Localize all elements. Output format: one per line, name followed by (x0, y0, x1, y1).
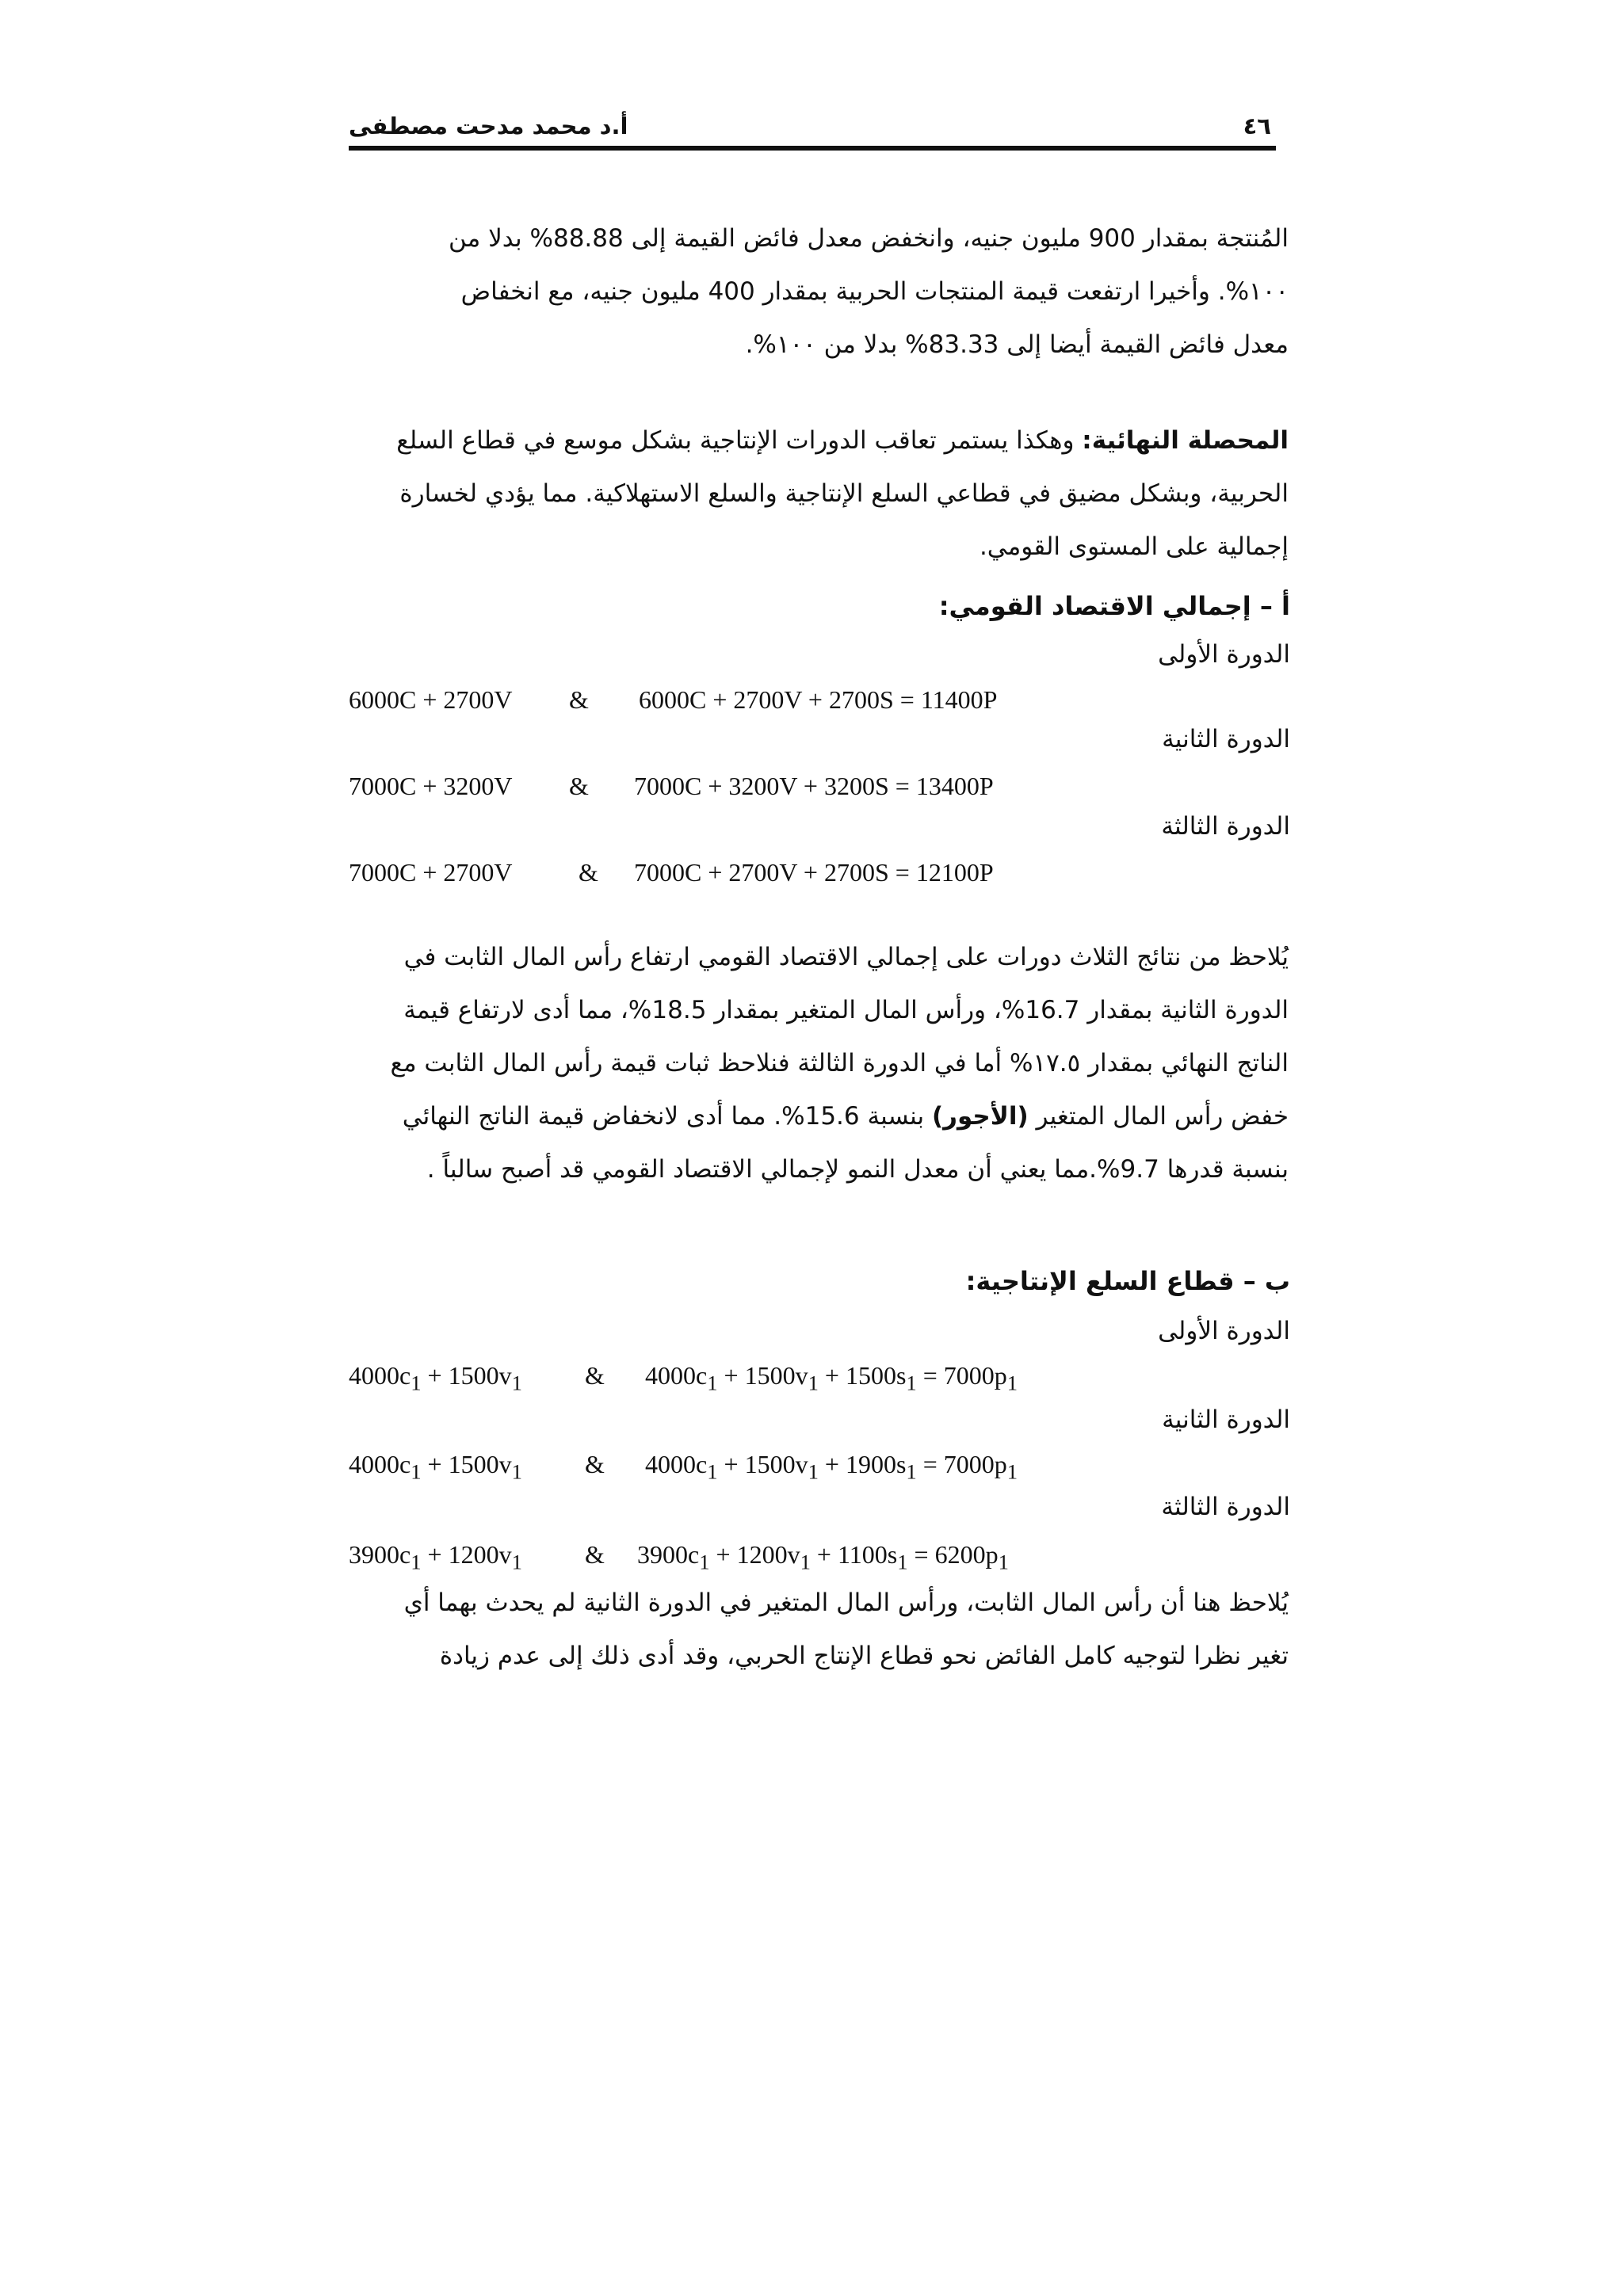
equation-ampersand: & (569, 772, 589, 800)
cycle-label: الدورة الثالثة (1161, 812, 1290, 841)
paragraph-line: الحربية، وبشكل مضيق في قطاعي السلع الإنتاجية والسلع الاستهلاكية. مما يؤدي لخسارة (399, 479, 1289, 508)
equation-row (349, 1540, 1220, 1575)
lead-text: وهكذا يستمر تعاقب الدورات الإنتاجية بشكل موسع في قطاع السلع (396, 426, 1083, 455)
paragraph-line: الناتج النهائي بمقدار ١٧.٥% أما في الدورة الثالثة فنلاحظ ثبات قيمة رأس المال الثابت مع (390, 1049, 1289, 1077)
equation-total: $4000c_1 + 1500v_1 + 1500s_1 = 7000p_1$ (645, 1361, 1018, 1395)
equation-row (349, 1361, 1220, 1396)
lead-term: المحصلة النهائية: (1082, 426, 1289, 455)
equation-ampersand: & (585, 1540, 605, 1569)
paragraph-continuation (349, 212, 1289, 372)
equation-capital: $4000c_1 + 1500v_1$ (349, 1450, 522, 1484)
paragraph-national-analysis (349, 931, 1289, 1196)
equation-capital: $3900c_1 + 1200v_1$ (349, 1540, 522, 1574)
paragraph-line: يُلاحظ هنا أن رأس المال الثابت، ورأس المال المتغير في الدورة الثانية لم يحدث بهما أي (403, 1589, 1289, 1617)
paragraph-line: بنسبة قدرها 9.7%.مما يعني أن معدل النمو لإجمالي الاقتصاد القومي قد أصبح سالباً . (426, 1155, 1289, 1184)
cycle-label: الدورة الثانية (1162, 725, 1290, 753)
equation-row (349, 685, 1220, 720)
equation-capital: $4000c_1 + 1500v_1$ (349, 1361, 522, 1395)
page-number: ٤٦ (1243, 113, 1271, 139)
section-heading-national-economy: أ – إجمالي الاقتصاد القومي: (938, 591, 1290, 621)
cycle-label: الدورة الأولى (1158, 1317, 1290, 1345)
text-segment: خفض رأس المال المتغير (1028, 1102, 1289, 1131)
equation-total: $4000c_1 + 1500v_1 + 1900s_1 = 7000p_1$ (645, 1450, 1018, 1484)
equation-capital: 7000C + 2700V (349, 858, 513, 887)
text-segment: بنسبة 15.6%. مما أدى لانخفاض قيمة الناتج النهائي (402, 1102, 932, 1131)
equation-row (349, 772, 1220, 807)
bold-term-wages: (الأجور) (931, 1102, 1029, 1131)
equation-total: 6000C + 2700V + 2700S = 11400P (639, 685, 998, 714)
equation-total: 7000C + 2700V + 2700S = 12100P (634, 858, 994, 887)
equation-capital: 6000C + 2700V (349, 685, 513, 714)
cycle-label: الدورة الثانية (1162, 1405, 1290, 1434)
paragraph-line (349, 1090, 1289, 1143)
paragraph-line: تغير نظرا لتوجيه كامل الفائض نحو قطاع الإنتاج الحربي، وقد أدى ذلك إلى عدم زيادة (439, 1642, 1289, 1670)
paragraph-productive-analysis (349, 1577, 1289, 1683)
page-header (349, 101, 1276, 146)
paragraph-line: معدل فائض القيمة أيضا إلى 83.33% بدلا من ١٠٠%. (745, 330, 1289, 359)
paragraph-line: يُلاحظ من نتائج الثلاث دورات على إجمالي الاقتصاد القومي ارتفاع رأس المال الثابت في (403, 943, 1289, 971)
paragraph-line: الدورة الثانية بمقدار 16.7%، ورأس المال المتغير بمقدار 18.5%، مما أدى لارتفاع قيمة (403, 996, 1289, 1024)
author-name: أ.د محمد مدحت مصطفى (349, 113, 628, 139)
equation-ampersand: & (579, 858, 598, 887)
paragraph-line (349, 414, 1289, 467)
section-heading-productive-goods: ب – قطاع السلع الإنتاجية: (965, 1266, 1290, 1296)
header-rule (349, 146, 1276, 151)
paragraph-line: ١٠٠%. وأخيرا ارتفعت قيمة المنتجات الحربية بمقدار 400 مليون جنيه، مع انخفاض (460, 277, 1289, 306)
equation-row (349, 858, 1220, 893)
equation-ampersand: & (585, 1361, 605, 1390)
paragraph-final-outcome (349, 414, 1289, 574)
equation-ampersand: & (585, 1450, 605, 1478)
equation-capital: 7000C + 3200V (349, 772, 513, 800)
paragraph-line: المُنتجة بمقدار 900 مليون جنيه، وانخفض معدل فائض القيمة إلى 88.88% بدلا من (449, 224, 1289, 253)
equation-total: $3900c_1 + 1200v_1 + 1100s_1 = 6200p_1$ (637, 1540, 1009, 1574)
equation-row (349, 1450, 1220, 1485)
equation-total: 7000C + 3200V + 3200S = 13400P (634, 772, 994, 800)
equation-ampersand: & (569, 685, 589, 714)
cycle-label: الدورة الأولى (1158, 640, 1290, 669)
paragraph-line: إجمالية على المستوى القومي. (979, 532, 1289, 561)
cycle-label: الدورة الثالثة (1161, 1493, 1290, 1521)
